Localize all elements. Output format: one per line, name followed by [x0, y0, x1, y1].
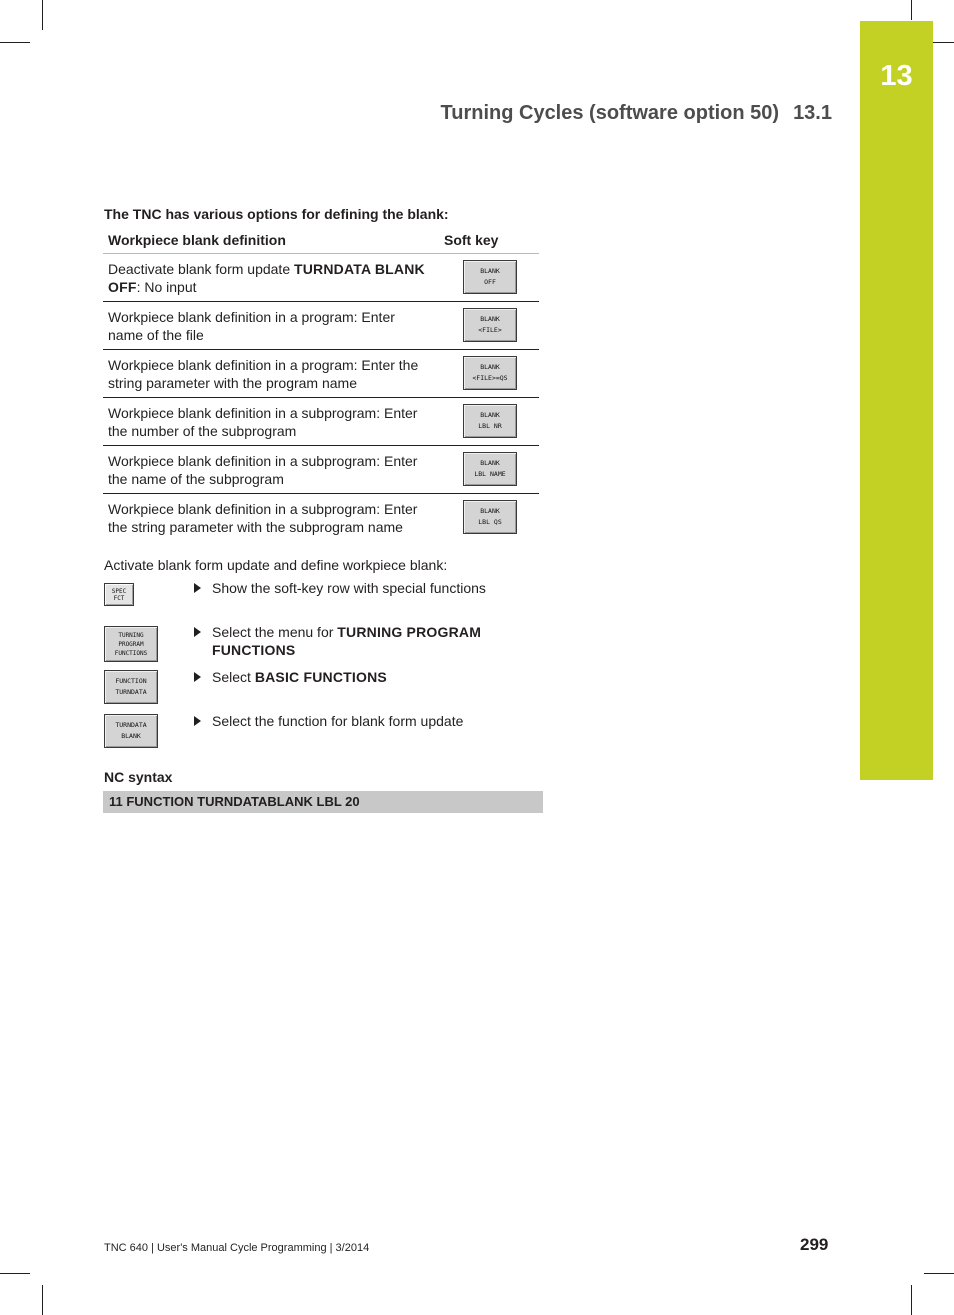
- table-row: [103, 494, 539, 560]
- step-text: Select BASIC FUNCTIONS: [212, 669, 387, 685]
- chapter-number: 13: [880, 60, 913, 92]
- definition-cell: Workpiece blank definition in a program: Enter name of the file: [103, 302, 434, 350]
- step-text: Select the function for blank form update: [212, 713, 464, 729]
- crop-mark: [0, 1273, 30, 1274]
- step-text: Select the menu for TURNING PROGRAM FUNCTIONS: [212, 624, 482, 658]
- turning-program-functions-softkey[interactable]: TURNING PROGRAM FUNCTIONS: [104, 626, 158, 662]
- step-basic-functions: [104, 668, 544, 704]
- step-turning-program-functions: [104, 623, 544, 663]
- page-number: 299: [800, 1235, 829, 1254]
- nc-syntax-code: 11 FUNCTION TURNDATABLANK LBL 20: [103, 791, 543, 813]
- keyword: TURNDATA BLANK OFF: [108, 261, 425, 295]
- softkey-cell: [434, 446, 539, 494]
- table-row: [103, 446, 539, 494]
- column-header-definition: Workpiece blank definition: [103, 227, 434, 254]
- footer-text: TNC 640 | User's Manual Cycle Programming | 3/2014: [104, 1242, 370, 1254]
- table-row: [103, 302, 539, 350]
- blank-file-qs-softkey[interactable]: BLANK <FILE>=QS: [463, 356, 517, 390]
- blank-lbl-nr-softkey[interactable]: BLANK LBL NR: [463, 404, 517, 438]
- crop-mark: [911, 1285, 912, 1315]
- turndata-blank-softkey[interactable]: TURNDATA BLANK: [104, 714, 158, 748]
- running-header: [441, 102, 833, 125]
- crop-mark: [924, 1273, 954, 1274]
- softkey-cell: [434, 254, 539, 302]
- function-turndata-softkey[interactable]: FUNCTION TURNDATA: [104, 670, 158, 704]
- table-header-row: [103, 227, 539, 254]
- step-blank-form-update: [104, 712, 544, 748]
- header-section: 13.1: [793, 102, 832, 124]
- table-row: [103, 398, 539, 446]
- arrow-icon: [194, 627, 201, 637]
- keyword: BASIC FUNCTIONS: [254, 669, 387, 685]
- softkey-cell: [434, 350, 539, 398]
- crop-mark: [0, 42, 30, 43]
- spec-fct-key[interactable]: SPEC FCT: [104, 583, 134, 606]
- intro-heading: The TNC has various options for defining the blank:: [104, 206, 449, 222]
- table-row: [103, 254, 539, 302]
- blank-off-softkey[interactable]: BLANK OFF: [463, 260, 517, 294]
- keyword: TURNING PROGRAM FUNCTIONS: [212, 624, 482, 658]
- table-row: [103, 350, 539, 398]
- activate-text: Activate blank form update and define workpiece blank:: [104, 557, 448, 573]
- softkey-cell: [434, 494, 539, 560]
- column-header-softkey: Soft key: [434, 227, 539, 254]
- definition-cell: Deactivate blank form update TURNDATA BLANK OFF: No input: [103, 254, 434, 302]
- definition-cell: Workpiece blank definition in a subprogram: Enter the name of the subprogram: [103, 446, 434, 494]
- crop-mark: [42, 1285, 43, 1315]
- nc-syntax-label: NC syntax: [104, 769, 173, 785]
- definition-cell: Workpiece blank definition in a subprogram: Enter the number of the subprogram: [103, 398, 434, 446]
- crop-mark: [911, 0, 912, 20]
- definition-cell: Workpiece blank definition in a subprogram: Enter the string parameter with the subprogram name: [108, 501, 418, 535]
- step-text: Show the soft-key row with special functions: [212, 580, 486, 596]
- chapter-tab: [860, 21, 933, 780]
- blank-lbl-name-softkey[interactable]: BLANK LBL NAME: [463, 452, 517, 486]
- arrow-icon: [194, 716, 201, 726]
- softkey-cell: [434, 302, 539, 350]
- definition-cell: Workpiece blank definition in a program: Enter the string parameter with the program name: [103, 350, 434, 398]
- softkey-cell: [434, 398, 539, 446]
- header-title: Turning Cycles (software option 50): [440, 102, 780, 124]
- step-spec-fct: [104, 579, 544, 609]
- blank-options-table: [103, 227, 539, 559]
- blank-file-softkey[interactable]: BLANK <FILE>: [463, 308, 517, 342]
- crop-mark: [42, 0, 43, 30]
- arrow-icon: [194, 672, 201, 682]
- arrow-icon: [194, 583, 201, 593]
- blank-lbl-qs-softkey[interactable]: BLANK LBL QS: [463, 500, 517, 534]
